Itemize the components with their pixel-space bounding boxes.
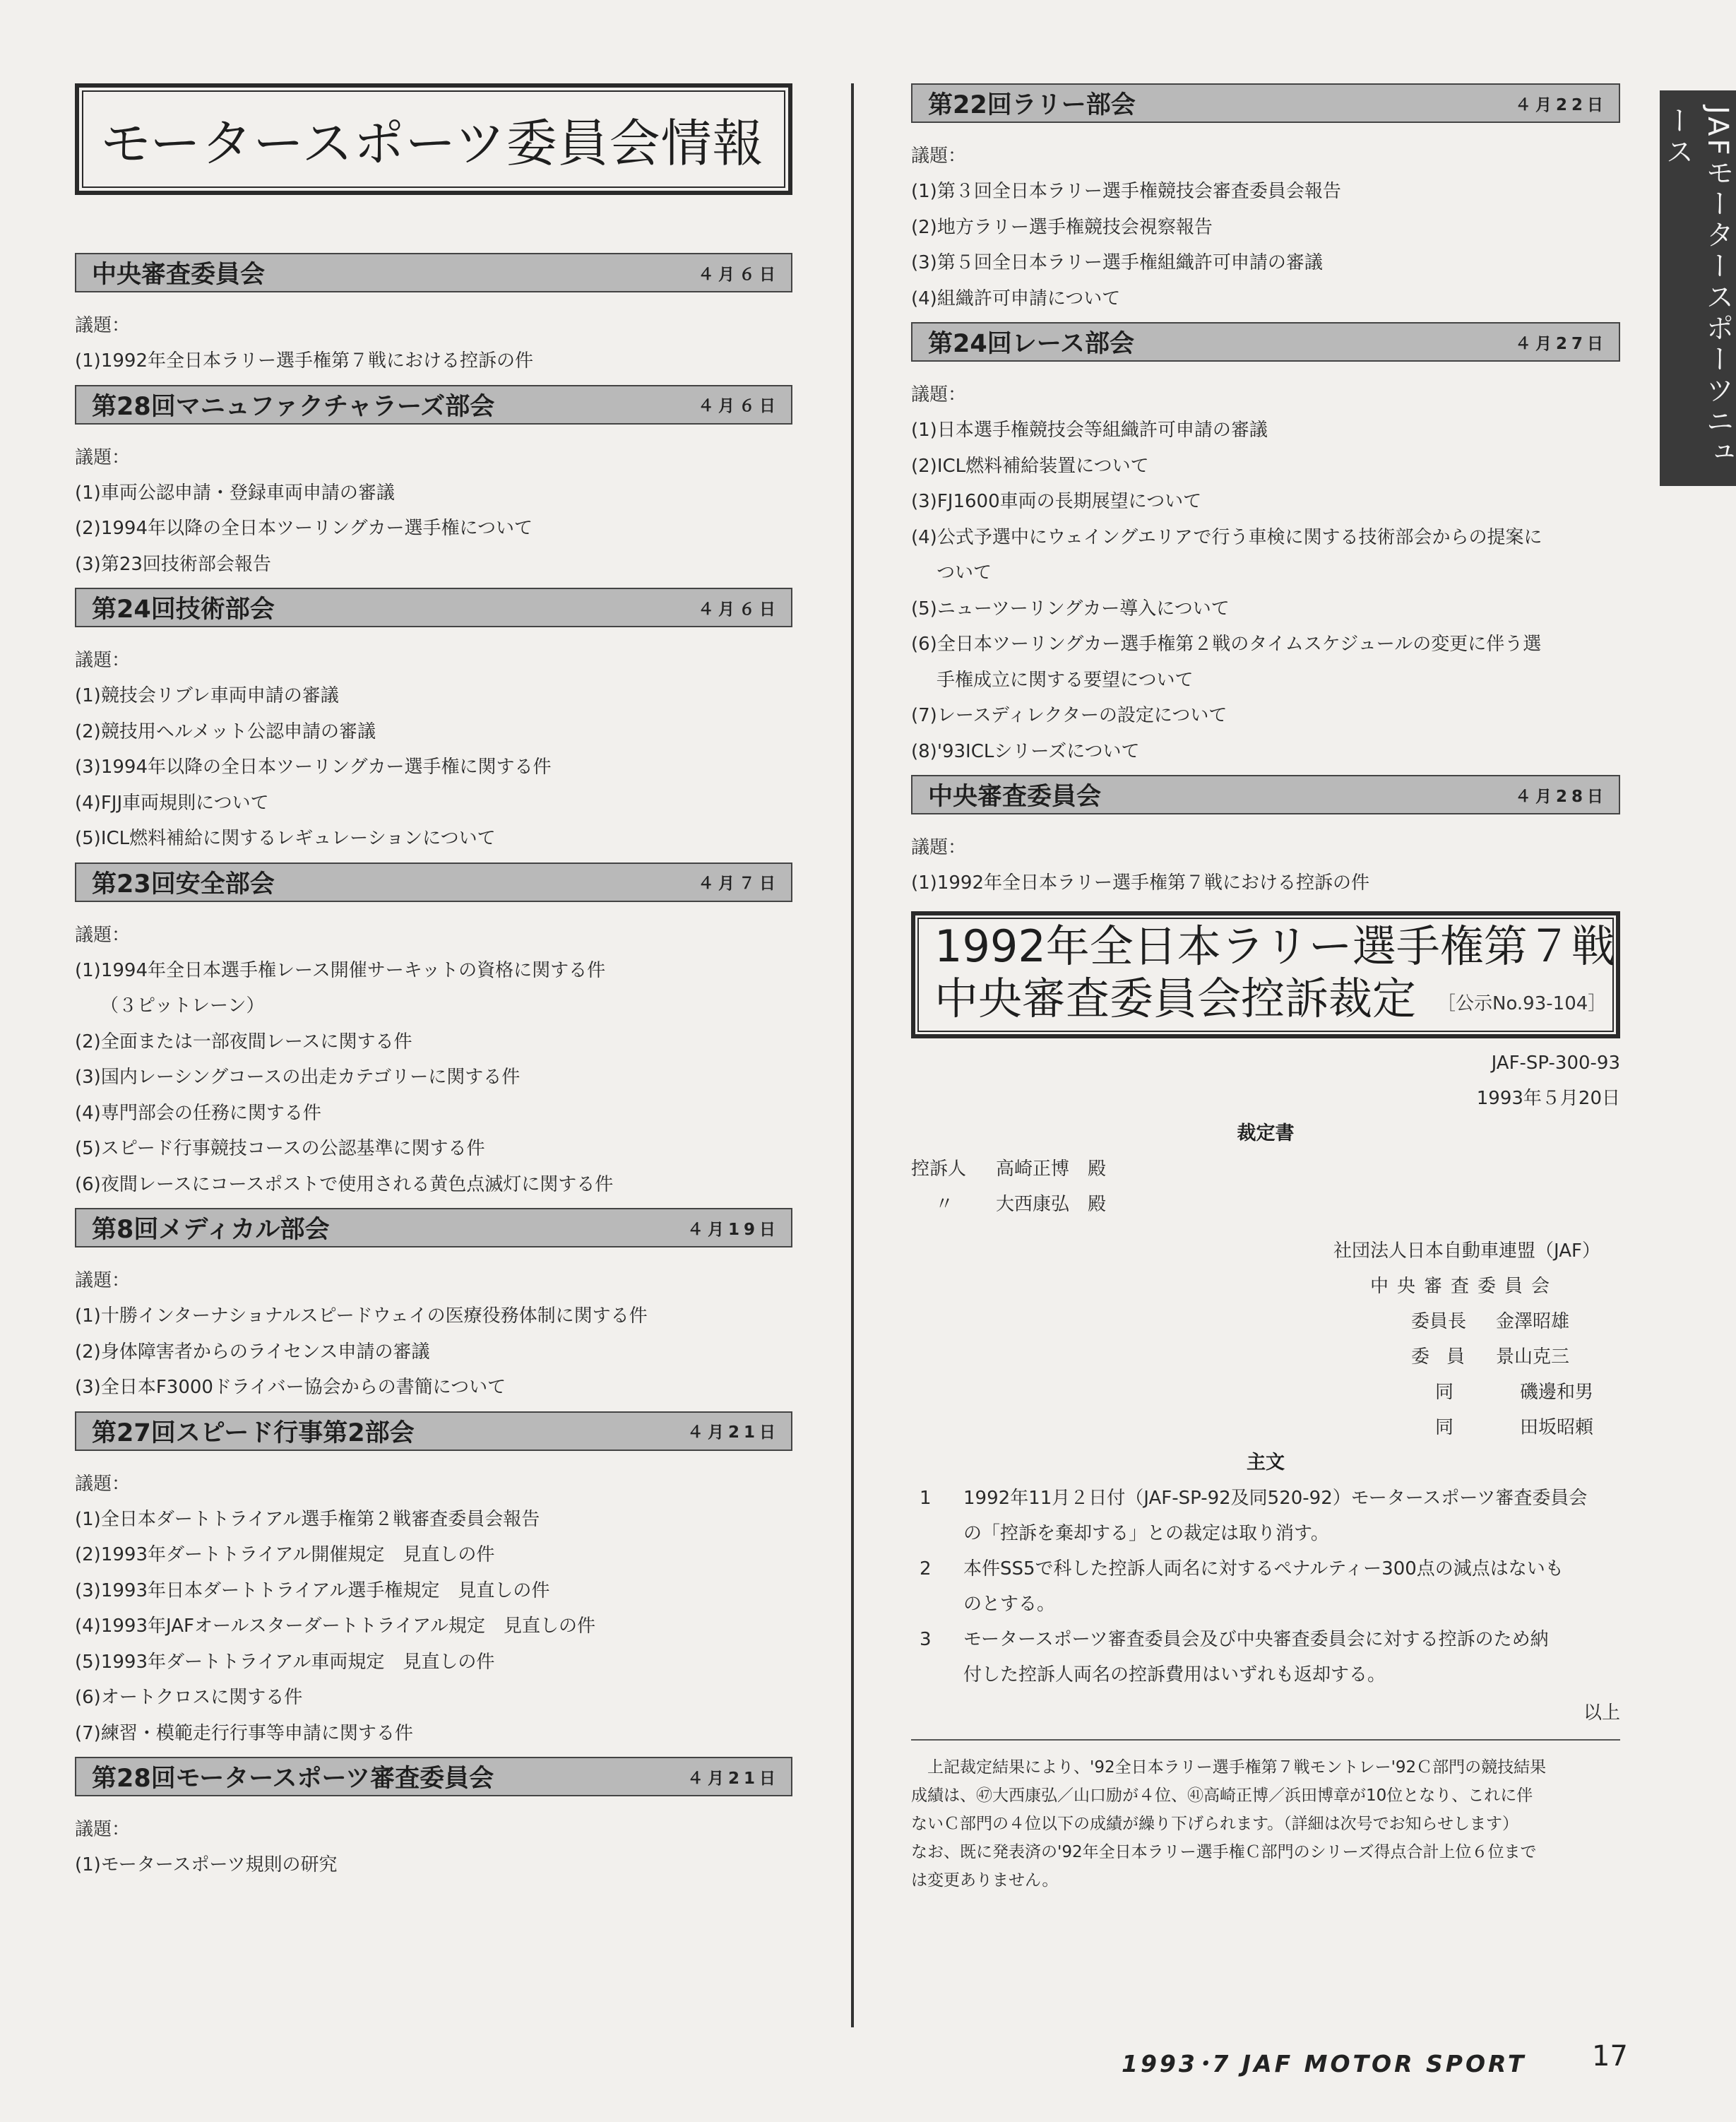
section-header — [75, 253, 792, 292]
appellant-2 — [911, 1187, 1620, 1222]
agenda-item: (1)第３回全日本ラリー選手権競技会審査委員会報告 — [911, 181, 1341, 202]
end-mark: 以上 — [1583, 1702, 1620, 1724]
section-title: 第23回安全部会 — [92, 870, 275, 899]
committee-section — [75, 1757, 792, 1883]
member-name: 磯邊和男 — [1520, 1381, 1594, 1403]
member-role: 委員長 — [1411, 1310, 1467, 1332]
section-header — [911, 83, 1620, 123]
agenda-item: 手権成立に関する要望について — [937, 669, 1194, 691]
note-divider — [911, 1739, 1620, 1741]
left-column — [75, 83, 792, 1889]
agenda-item: (1)1992年全日本ラリー選手権第７戦における控訴の件 — [75, 350, 533, 372]
appellant2-name: 大西康弘 殿 — [996, 1193, 1107, 1215]
column-divider — [851, 83, 854, 2027]
main-item-number: 1 — [920, 1487, 932, 1509]
section-header — [75, 588, 792, 627]
section-header — [75, 1208, 792, 1247]
section-header — [911, 322, 1620, 362]
committee-section — [75, 385, 792, 583]
committee-section — [75, 1208, 792, 1406]
agenda-label: 議題： — [75, 446, 131, 468]
section-date: ４月28日 — [1514, 787, 1607, 806]
ruling-title-line1: 1992年全日本ラリー選手権第７戦 — [934, 920, 1615, 972]
agenda-label: 議題： — [75, 650, 131, 671]
section-title: 第22回ラリー部会 — [928, 91, 1136, 119]
agenda-item: (1)日本選手権競技会等組織許可申請の審議 — [911, 420, 1268, 441]
agenda-item: (7)練習・模範走行行事等申請に関する件 — [75, 1722, 413, 1744]
ditto-mark: 〃 — [935, 1193, 954, 1215]
agenda-item: ついて — [937, 562, 992, 583]
agenda-label: 議題： — [75, 1473, 131, 1495]
agenda-item: (3)全日本F3000ドライバー協会からの書簡について — [75, 1377, 506, 1398]
notice-number: ［公示No.93-104］ — [1437, 992, 1607, 1014]
member-name: 金澤昭雄 — [1496, 1310, 1570, 1332]
agenda-item: (3)第23回技術部会報告 — [75, 553, 271, 575]
page-title: モータースポーツ委員会情報 — [82, 90, 785, 188]
main-item-number: 2 — [920, 1558, 932, 1579]
committee-section — [75, 863, 792, 1203]
member-role: 同 — [1435, 1381, 1454, 1403]
committee-member — [911, 1304, 1620, 1339]
agenda-item: (4)FJJ車両規則について — [75, 792, 269, 814]
appellant-name: 高崎正博 殿 — [996, 1158, 1107, 1180]
section-header — [75, 385, 792, 425]
agenda-item: (3)1993年日本ダートトライアル選手権規定 見直しの件 — [75, 1579, 550, 1601]
section-title: 第27回スピード行事第2部会 — [92, 1418, 415, 1447]
main-text-item — [911, 1481, 1620, 1551]
footer-magazine: 1993･7 JAF MOTOR SPORT — [1122, 2050, 1527, 2077]
main-text-heading: 主文 — [1247, 1451, 1285, 1474]
section-title: 中央審査委員会 — [92, 261, 266, 289]
agenda-item: (2)ICL燃料補給装置について — [911, 455, 1149, 477]
committee-member — [911, 1375, 1620, 1410]
agenda-item: (6)夜間レースにコースポストで使用される黄色点滅灯に関する件 — [75, 1173, 614, 1195]
side-tab — [1660, 90, 1736, 486]
agenda-item: (5)ニューツーリングカー導入について — [911, 598, 1230, 620]
agenda-label: 議題： — [75, 924, 131, 946]
agenda-item: (5)ICL燃料補給に関するレギュレーションについて — [75, 828, 496, 849]
section-header — [75, 1757, 792, 1796]
agenda-item: (2)身体障害者からのライセンス申請の審議 — [75, 1341, 430, 1363]
committee-member — [911, 1339, 1620, 1375]
agenda-label: 議題： — [911, 837, 967, 858]
agenda-item: (8)'93ICLシリーズについて — [911, 740, 1140, 762]
section-header — [911, 775, 1620, 814]
agenda-item: (4)専門部会の任務に関する件 — [75, 1102, 321, 1124]
committee-members — [911, 1304, 1620, 1445]
agenda-item: (2)競技用ヘルメット公認申請の審議 — [75, 721, 376, 742]
section-date: ４月６日 — [698, 397, 780, 415]
agenda-item: (4)公式予選中にウェイングエリアで行う車検に関する技術部会からの提案に — [911, 526, 1542, 548]
agenda-label: 議題： — [911, 146, 967, 167]
main-item-text: 1992年11月２日付（JAF-SP-92及同520-92）モータースポーツ審査委員会 の「控訴を棄却する」との裁定は取り消す。 — [963, 1487, 1588, 1544]
agenda-item: (3)1994年以降の全日本ツーリングカー選手権に関する件 — [75, 757, 552, 778]
main-text-items — [911, 1481, 1620, 1693]
agenda-item: (5)1993年ダートトライアル車両規定 見直しの件 — [75, 1651, 495, 1673]
member-name: 田坂昭頼 — [1520, 1416, 1594, 1438]
ruling-heading: 裁定書 — [1237, 1122, 1295, 1144]
section-title: 第24回技術部会 — [92, 595, 275, 624]
agenda-item: (1)全日本ダートトライアル選手権第２戦審査委員会報告 — [75, 1508, 540, 1530]
section-date: ４月21日 — [686, 1423, 780, 1442]
document-date: 1993年５月20日 — [1476, 1087, 1620, 1109]
agenda-item: (2)1993年ダートトライアル開催規定 見直しの件 — [75, 1544, 495, 1565]
section-date: ４月６日 — [698, 265, 780, 284]
member-name: 景山克三 — [1496, 1346, 1570, 1368]
section-header — [75, 1411, 792, 1451]
right-column — [911, 83, 1620, 1895]
agenda-item: (6)全日本ツーリングカー選手権第２戦のタイムスケジュールの変更に伴う選 — [911, 634, 1542, 655]
section-title: 第28回モータースポーツ審査委員会 — [92, 1765, 494, 1793]
ruling-title-line2: 中央審査委員会控訴裁定 — [934, 972, 1417, 1024]
left-sections — [75, 253, 792, 1883]
agenda-item: (1)車両公認申請・登録車両申請の審議 — [75, 482, 395, 504]
committee-section — [911, 83, 1620, 316]
organization-name: 社団法人日本自動車連盟（JAF） — [1333, 1240, 1600, 1262]
appellant-label: 控訴人 — [911, 1158, 967, 1180]
ruling-title-frame — [911, 911, 1620, 1038]
agenda-label: 議題： — [75, 315, 131, 336]
document-number: JAF-SP-300-93 — [1491, 1052, 1620, 1074]
section-header — [75, 863, 792, 902]
appellant-1 — [911, 1151, 1620, 1187]
agenda-item: (4)組織許可申請について — [911, 288, 1121, 309]
agenda-item: (3)国内レーシングコースの出走カテゴリーに関する件 — [75, 1067, 521, 1088]
committee-section — [75, 253, 792, 379]
section-date: ４月19日 — [686, 1220, 780, 1239]
page-title-frame — [75, 83, 792, 195]
agenda-item: (3)第５回全日本ラリー選手権組織許可申請の審議 — [911, 252, 1323, 273]
main-item-number: 3 — [920, 1628, 932, 1650]
committee-section — [911, 322, 1620, 769]
committee-section — [75, 588, 792, 857]
agenda-item: （３ピットレーン） — [100, 995, 265, 1016]
agenda-label: 議題： — [75, 1270, 131, 1291]
main-item-text: モータースポーツ審査委員会及び中央審査委員会に対する控訴のため納 付した控訴人両名の控訴費用はいずれも返却する。 — [963, 1628, 1549, 1685]
committee-name: 中央審査委員会 — [1370, 1275, 1559, 1297]
agenda-item: (1)1994年全日本選手権レース開催サーキットの資格に関する件 — [75, 959, 606, 981]
committee-member — [911, 1410, 1620, 1445]
agenda-label: 議題： — [911, 384, 967, 405]
section-title: 第28回マニュファクチャラーズ部会 — [92, 392, 495, 421]
agenda-item: (2)全面または一部夜間レースに関する件 — [75, 1031, 412, 1053]
agenda-item: (7)レースディレクターの設定について — [911, 705, 1227, 726]
committee-section — [911, 775, 1620, 901]
section-title: 中央審査委員会 — [928, 783, 1102, 811]
section-title: 第8回メディカル部会 — [92, 1216, 330, 1244]
section-title: 第24回レース部会 — [928, 330, 1134, 358]
main-text-item — [911, 1622, 1620, 1693]
agenda-item: (5)スピード行事競技コースの公認基準に関する件 — [75, 1138, 485, 1159]
note-paragraph: 上記裁定結果により、'92全日本ラリー選手権第７戦モントレー'92Ｃ部門の競技結果 成績は、㊼大西康弘／山口励が４位、㊶高崎正博／浜田博章が10位となり、これに伴 ないＣ部門の４位以下の成績が繰り下げられます。（詳細は次号でお知らせします） なお、既に発表済の'92年全日本ラリー選手権Ｃ部門のシリーズ得点合計上位６位まで は変更ありません。 — [911, 1758, 1547, 1890]
committee-section — [75, 1411, 792, 1752]
section-date: ４月７日 — [698, 875, 780, 893]
member-role: 委員 — [1411, 1346, 1482, 1368]
agenda-item: (1)十勝インターナショナルスピードウェイの医療役務体制に関する件 — [75, 1305, 648, 1327]
section-date: ４月21日 — [686, 1769, 780, 1788]
member-role: 同 — [1435, 1416, 1454, 1438]
agenda-item: (1)競技会リブレ車両申請の審議 — [75, 685, 339, 706]
agenda-item: (6)オートクロスに関する件 — [75, 1687, 303, 1708]
agenda-item: (1)1992年全日本ラリー選手権第７戦における控訴の件 — [911, 872, 1369, 894]
page-number: 17 — [1592, 2040, 1628, 2073]
agenda-item: (3)FJ1600車両の長期展望について — [911, 491, 1202, 512]
section-date: ４月22日 — [1514, 95, 1607, 114]
main-text-item — [911, 1551, 1620, 1622]
right-sections — [911, 83, 1620, 901]
main-item-text: 本件SS5で科した控訴人両名に対するペナルティー300点の減点はないも のとする。 — [963, 1558, 1564, 1615]
agenda-label: 議題： — [75, 1819, 131, 1840]
section-date: ４月27日 — [1514, 334, 1607, 353]
side-tab-label: JAFモータースポーツニュース — [1661, 106, 1734, 469]
agenda-item: (2)地方ラリー選手権競技会視察報告 — [911, 216, 1213, 238]
section-date: ４月６日 — [698, 600, 780, 619]
agenda-item: (1)モータースポーツ規則の研究 — [75, 1854, 338, 1875]
agenda-item: (2)1994年以降の全日本ツーリングカー選手権について — [75, 518, 533, 539]
agenda-item: (4)1993年JAFオールスターダートトライアル規定 見直しの件 — [75, 1616, 596, 1637]
